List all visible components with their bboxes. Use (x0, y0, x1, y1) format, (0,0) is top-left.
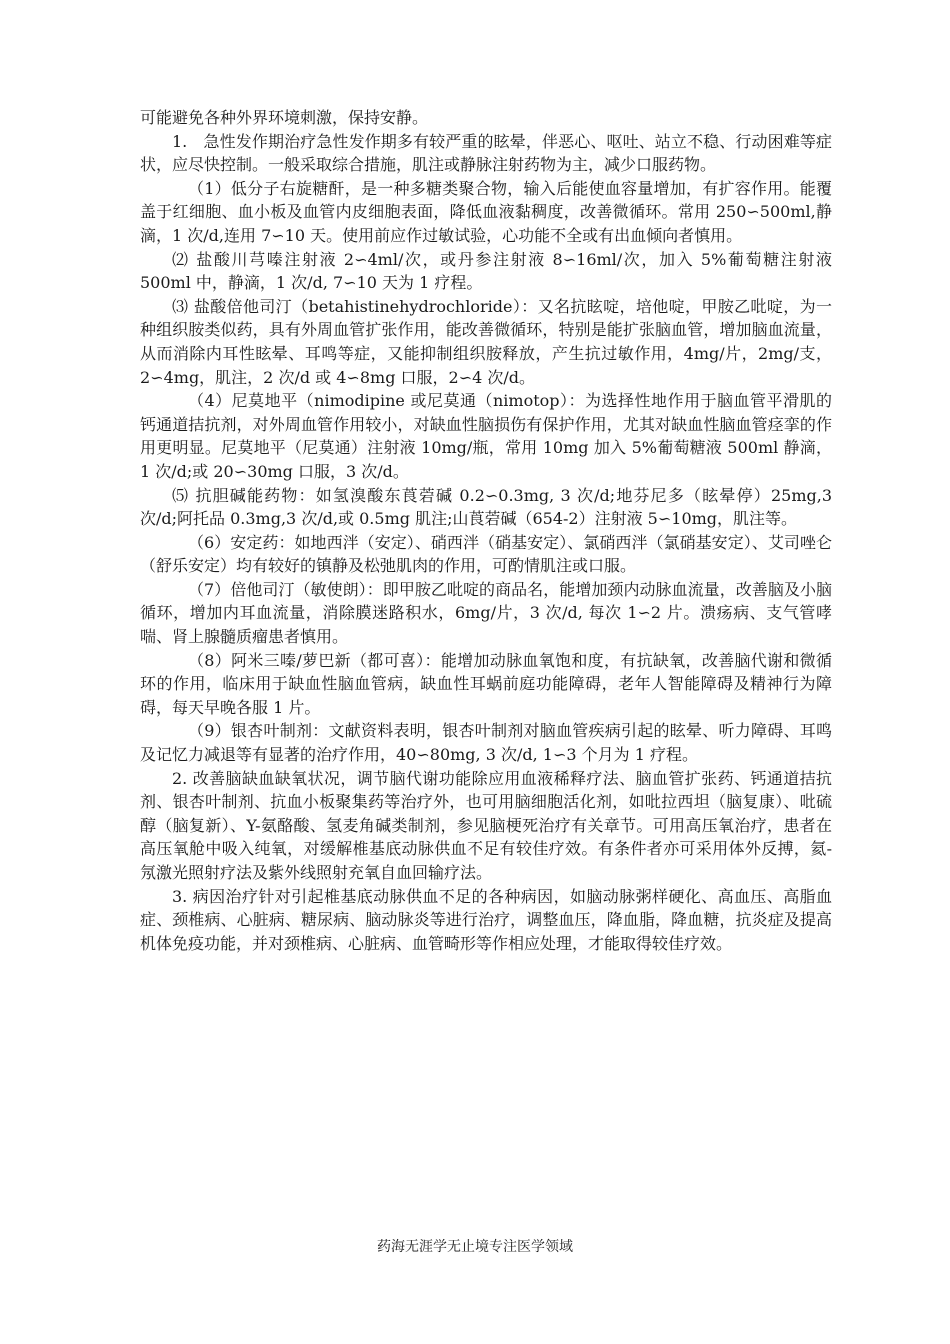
paragraph: ⑵ 盐酸川芎嗪注射液 2∽4ml/次，或丹参注射液 8∽16ml/次，加入 5%葡萄糖注射液 500ml 中，静滴，1 次/d, 7∽10 天为 1 疗程。 (140, 249, 832, 293)
document-body (140, 106, 832, 955)
paragraph: ⑸ 抗胆碱能药物：如氢溴酸东莨菪碱 0.2∽0.3mg, 3 次/d;地芬尼多（眩晕停）25mg,3 次/d;阿托品 0.3mg,3 次/d,或 0.5mg 肌注;山莨菪碱（654-2）注射液 5∽10mg，肌注等。 (140, 485, 832, 529)
paragraph: （9）银杏叶制剂：文献资料表明，银杏叶制剂对脑血管疾病引起的眩晕、听力障碍、耳鸣及记忆力减退等有显著的治疗作用，40∽80mg, 3 次/d, 1∽3 个月为 1 疗程。 (140, 721, 832, 765)
paragraph: （4）尼莫地平（nimodipine 或尼莫通（nimotop）：为选择性地作用于脑血管平滑肌的钙通道拮抗剂，对外周血管作用较小，对缺血性脑损伤有保护作用，尤其对缺血性脑血管痉挛的作用更明显。尼莫地平（尼莫通）注射液 10mg/瓶，常用 10mg 加入 5%葡萄糖液 500ml 静滴，1 次/d;或 20∽30mg 口服，3 次/d。 (140, 391, 832, 481)
paragraph: 2. 改善脑缺血缺氧状况，调节脑代谢功能除应用血液稀释疗法、脑血管扩张药、钙通道拮抗剂、银杏叶制剂、抗血小板聚集药等治疗外，也可用脑细胞活化剂，如吡拉西坦（脑复康）、吡硫醇（脑复新）、Y-氨酪酸、氢麦角碱类制剂，参见脑梗死治疗有关章节。可用高压氧治疗，患者在高压氧舱中吸入纯氧，对缓解椎基底动脉供血不足有较佳疗效。有条件者亦可采用体外反搏，氦-氖激光照射疗法及紫外线照射充氧自血回输疗法。 (140, 768, 832, 882)
paragraph: 可能避免各种外界环境刺激，保持安静。 (140, 108, 429, 127)
paragraph: 3. 病因治疗针对引起椎基底动脉供血不足的各种病因，如脑动脉粥样硬化、高血压、高脂血症、颈椎病、心脏病、糖尿病、脑动脉炎等进行治疗，调整血压，降血脂，降血糖，抗炎症及提高机体免疫功能，并对颈椎病、心脏病、血管畸形等作相应处理，才能取得较佳疗效。 (140, 886, 832, 953)
paragraph: （7）倍他司汀（敏使朗）：即甲胺乙吡啶的商品名，能增加颈内动脉血流量，改善脑及小脑循环，增加内耳血流量，消除膜迷路积水，6mg/片，3 次/d, 每次 1∽2 片。溃疡病、支气管哮喘、肾上腺髓质瘤患者慎用。 (140, 579, 832, 647)
paragraph: （1）低分子右旋糖酐，是一种多糖类聚合物，输入后能使血容量增加，有扩容作用。能覆盖于红细胞、血小板及血管内皮细胞表面，降低血液黏稠度，改善微循环。常用 250∽500ml,静滴，1 次/d,连用 7∽10 天。使用前应作过敏试验，心功能不全或有出血倾向者慎用。 (140, 178, 832, 245)
paragraph: ⑶ 盐酸倍他司汀（betahistinehydrochloride）：又名抗眩啶，培他啶，甲胺乙吡啶，为一种组织胺类似药，具有外周血管扩张作用，能改善微循环，特别是能扩张脑血管，增加脑血流量，从而消除内耳性眩晕、耳鸣等症，又能抑制组织胺释放，产生抗过敏作用，4mg/片，2mg/支，2∽4mg，肌注，2 次/d 或 4∽8mg 口服，2∽4 次/d。 (140, 296, 832, 387)
page-footer: 药海无涯学无止境专注医学领域 (377, 1239, 573, 1255)
paragraph: （8）阿米三嗪/萝巴新（都可喜）：能增加动脉血氧饱和度，有抗缺氧，改善脑代谢和微循环的作用，临床用于缺血性脑血管病，缺血性耳蜗前庭功能障碍，老年人智能障碍及精神行为障碍，每天早晚各服 1 片。 (140, 650, 832, 717)
paragraph: 1. 急性发作期治疗急性发作期多有较严重的眩晕，伴恶心、呕吐、站立不稳、行动困难等症状，应尽快控制。一般采取综合措施，肌注或静脉注射药物为主，减少口服药物。 (140, 131, 832, 175)
paragraph: （6）安定药：如地西泮（安定）、硝西泮（硝基安定）、氯硝西泮（氯硝基安定）、艾司唑仑（舒乐安定）均有较好的镇静及松弛肌肉的作用，可酌情肌注或口服。 (140, 532, 832, 576)
